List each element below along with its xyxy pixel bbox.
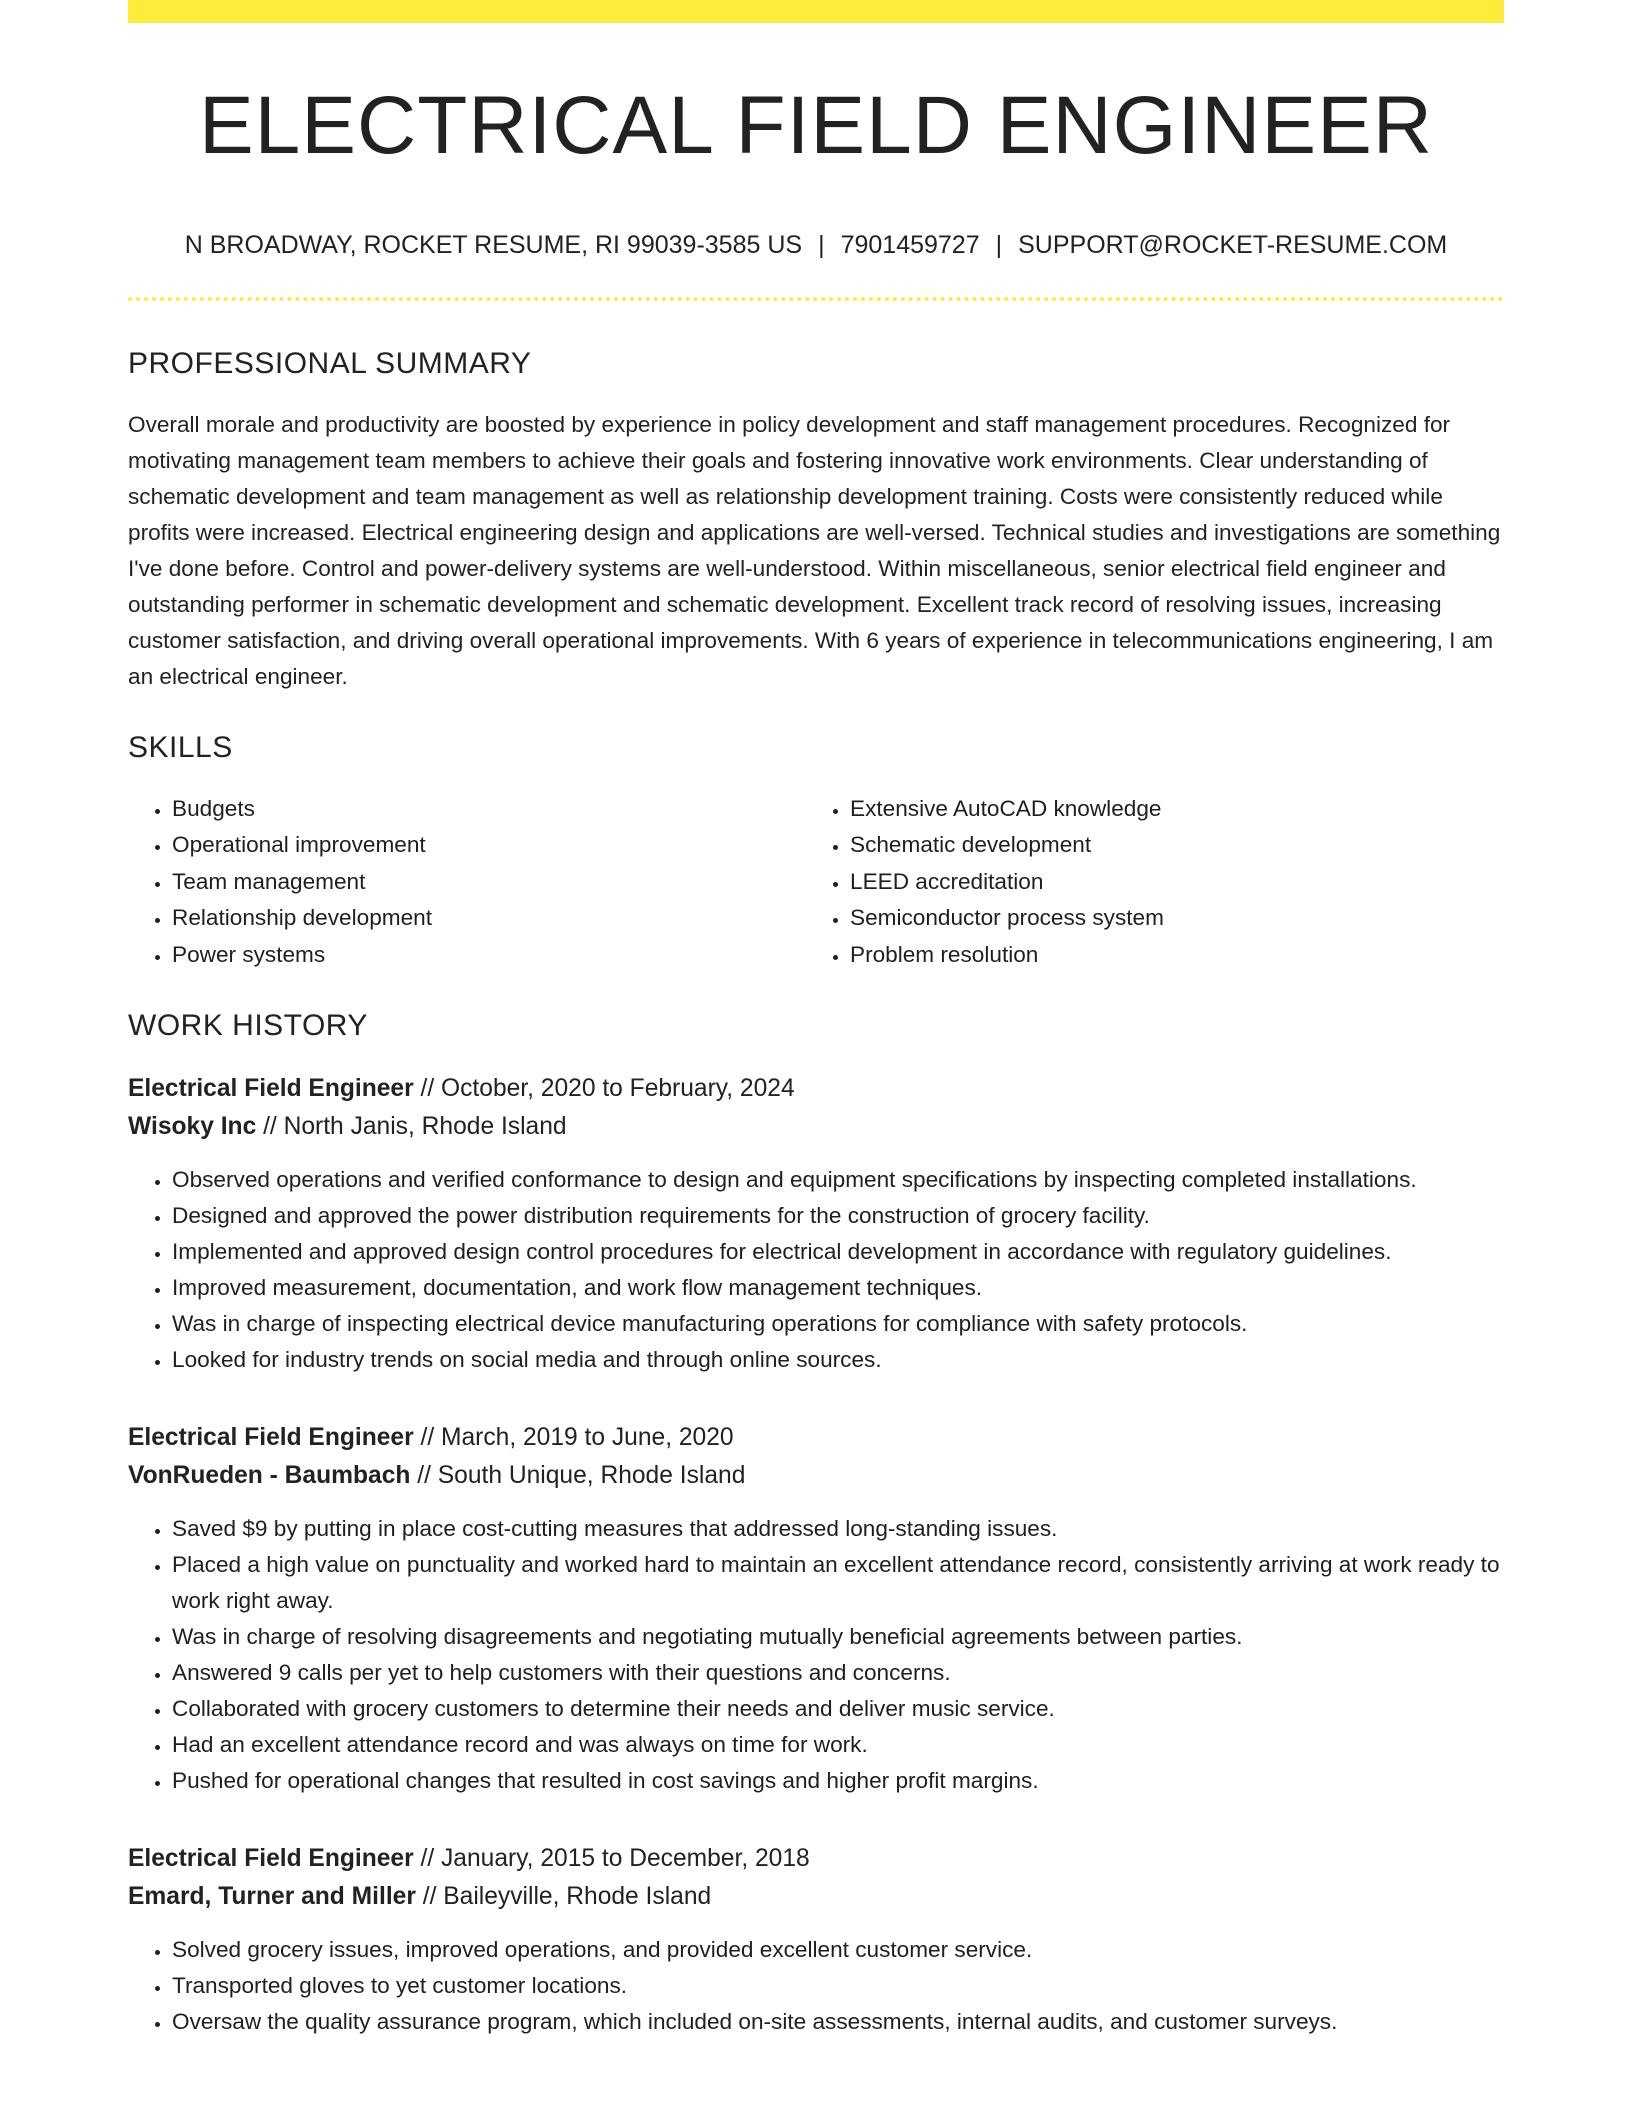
job-bullet: • Answered 9 calls per yet to help customers with their questions and concerns. <box>172 1655 1504 1691</box>
contact-separator: | <box>995 231 1003 259</box>
job-bullet: • Pushed for operational changes that resulted in cost savings and higher profit margins. <box>172 1763 1504 1799</box>
job-bullet: • Observed operations and verified conformance to design and equipment specifications by inspecting completed installations. <box>172 1162 1504 1198</box>
skills-column-left <box>128 791 806 973</box>
skill-item: • Schematic development <box>850 827 1484 863</box>
skill-item: • Budgets <box>172 791 806 827</box>
skill-item: • Extensive AutoCAD knowledge <box>850 791 1484 827</box>
skill-item: • Relationship development <box>172 900 806 936</box>
job-bullet: • Transported gloves to yet customer locations. <box>172 1968 1504 2004</box>
job-role-line <box>128 1419 1504 1457</box>
job-bullet: • Implemented and approved design control procedures for electrical development in accordance with regulatory guidelines. <box>172 1234 1504 1270</box>
skill-item: • Problem resolution <box>850 937 1484 973</box>
job-dates: // January, 2015 to December, 2018 <box>413 1845 810 1873</box>
job-bullet: • Looked for industry trends on social media and through online sources. <box>172 1342 1504 1378</box>
skill-item: • Semiconductor process system <box>850 900 1484 936</box>
job-role: Electrical Field Engineer <box>128 1845 414 1873</box>
dotted-divider <box>128 297 1504 301</box>
contact-separator: | <box>818 231 825 259</box>
job-dates: // October, 2020 to February, 2024 <box>413 1075 795 1103</box>
job-bullet: • Designed and approved the power distribution requirements for the construction of grocery facility. <box>172 1198 1504 1234</box>
job-dates: // March, 2019 to June, 2020 <box>413 1424 734 1452</box>
job-bullets <box>128 1162 1504 1378</box>
job-company-line <box>128 1878 1504 1916</box>
job-bullet: • Solved grocery issues, improved operations, and provided excellent customer service. <box>172 1932 1504 1968</box>
contact-phone[interactable]: 7901459727 <box>840 231 980 259</box>
summary-text: Overall morale and productivity are boosted by experience in policy development and staff management procedures. Recognized for motivating management team members to achieve their goals and fostering innovative work environments. Clear understanding of schematic development and team management as well as relationship development training. Costs were consistently reduced while profits were increased. Electrical engineering design and applications are well-versed. Technical studies and investigations are something I've done before. Control and power-delivery systems are well-understood. Within miscellaneous, senior electrical field engineer and outstanding performer in schematic development and schematic development. Excellent track record of resolving issues, increasing customer satisfaction, and driving overall operational improvements. With 6 years of experience in telecommunications engineering, I am an electrical engineer. <box>128 412 1501 689</box>
job-entry <box>128 1419 1504 1799</box>
job-bullet: • Saved $9 by putting in place cost-cutting measures that addressed long-standing issues. <box>172 1511 1504 1547</box>
job-company: Emard, Turner and Miller <box>128 1883 416 1911</box>
job-bullet: • Improved measurement, documentation, and work flow management techniques. <box>172 1270 1504 1306</box>
skill-item: • LEED accreditation <box>850 864 1484 900</box>
top-accent-bar <box>128 0 1504 23</box>
resume-name: ELECTRICAL FIELD ENGINEER <box>198 80 1434 171</box>
skills-column-right <box>806 791 1484 973</box>
job-company: Wisoky Inc <box>128 1113 257 1141</box>
job-company-line <box>128 1457 1504 1495</box>
skill-item: • Operational improvement <box>172 827 806 863</box>
skill-item: • Power systems <box>172 937 806 973</box>
contact-address: N BROADWAY, ROCKET RESUME, RI 99039-3585 US <box>184 231 803 259</box>
job-location: // Baileyville, Rhode Island <box>415 1883 712 1911</box>
job-company-line <box>128 1108 1504 1146</box>
job-role: Electrical Field Engineer <box>128 1075 414 1103</box>
contact-line <box>128 233 1504 258</box>
job-entry <box>128 1840 1504 2040</box>
job-company: VonRueden - Baumbach <box>128 1462 411 1490</box>
job-role-line <box>128 1840 1504 1878</box>
work-history-heading: WORK HISTORY <box>128 1009 368 1043</box>
job-entry <box>128 1070 1504 1378</box>
job-bullet: • Collaborated with grocery customers to determine their needs and deliver music service. <box>172 1691 1504 1727</box>
job-location: // South Unique, Rhode Island <box>410 1462 746 1490</box>
resume-page <box>128 0 1504 2040</box>
contact-email[interactable]: SUPPORT@ROCKET-RESUME.COM <box>1018 231 1448 259</box>
job-bullets <box>128 1511 1504 1799</box>
job-role: Electrical Field Engineer <box>128 1424 414 1452</box>
job-location: // North Janis, Rhode Island <box>256 1113 567 1141</box>
job-bullet: • Was in charge of inspecting electrical device manufacturing operations for compliance with safety protocols. <box>172 1306 1504 1342</box>
skill-item: • Team management <box>172 864 806 900</box>
skills-list <box>128 791 1504 973</box>
job-bullets <box>128 1932 1504 2040</box>
job-bullet: • Oversaw the quality assurance program, which included on-site assessments, internal audits, and customer surveys. <box>172 2004 1504 2040</box>
job-role-line <box>128 1070 1504 1108</box>
job-bullet: • Had an excellent attendance record and was always on time for work. <box>172 1727 1504 1763</box>
job-bullet: • Was in charge of resolving disagreements and negotiating mutually beneficial agreements between parties. <box>172 1619 1504 1655</box>
summary-heading: PROFESSIONAL SUMMARY <box>128 347 532 380</box>
skills-heading: SKILLS <box>128 731 233 764</box>
job-bullet: • Placed a high value on punctuality and worked hard to maintain an excellent attendance record, consistently arriving at work ready to work right away. <box>172 1547 1504 1619</box>
